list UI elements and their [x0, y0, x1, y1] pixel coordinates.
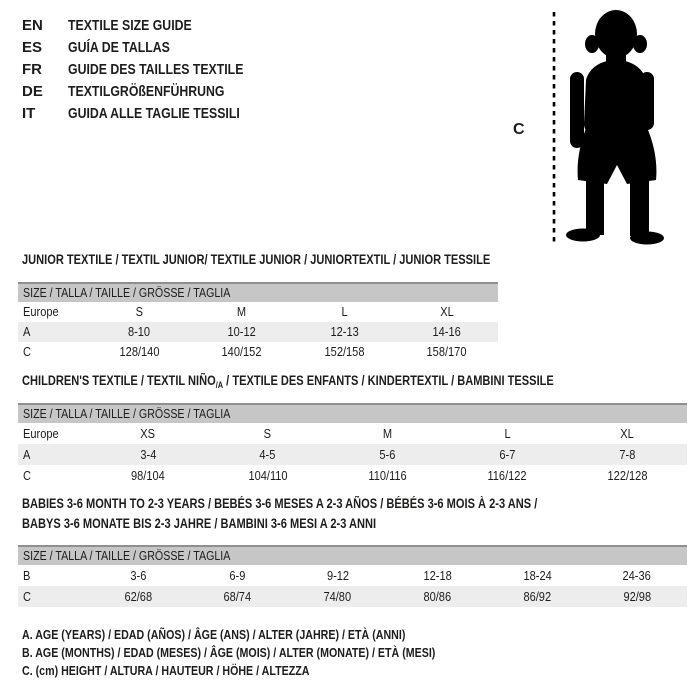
age-cell: 3-4 [139, 447, 156, 462]
footnote-c: C. (cm) HEIGHT / ALTURA / HAUTEUR / HÖHE / ALTEZZA [22, 663, 310, 678]
table-header-label: SIZE / TALLA / TAILLE / GRÖSSE / TAGLIA [23, 548, 231, 563]
height-cell: 86/92 [523, 589, 552, 604]
table-header-label: SIZE / TALLA / TAILLE / GRÖSSE / TAGLIA [23, 285, 231, 300]
babies-section-heading [22, 494, 650, 534]
height-cell: 98/104 [130, 468, 165, 483]
size-cell: XL [620, 426, 634, 441]
table-row-age [18, 322, 498, 342]
row-label: C [23, 468, 31, 483]
height-measure-label: C [513, 121, 525, 138]
toddler-silhouette-icon [505, 6, 697, 252]
age-cell: 4-5 [259, 447, 276, 462]
language-title: GUÍA DE TALLAS [68, 39, 170, 56]
language-row-it [22, 103, 282, 125]
height-cell: 158/170 [426, 344, 467, 359]
table-row-height [18, 342, 498, 362]
age-cell: 5-6 [379, 447, 396, 462]
junior-heading-text: JUNIOR TEXTILE / TEXTIL JUNIOR/ TEXTILE JUNIOR / JUNIORTEXTIL / JUNIOR TESSILE [22, 252, 491, 267]
language-code: FR [22, 61, 42, 78]
language-title: TEXTILE SIZE GUIDE [68, 17, 192, 34]
size-cell: XL [439, 304, 454, 319]
months-cell: 12-18 [423, 568, 452, 583]
size-cell: M [382, 426, 393, 441]
table-row-europe [18, 423, 687, 444]
age-cell: 6-7 [499, 447, 516, 462]
table-row-age [18, 444, 687, 465]
babies-heading-line1: BABIES 3-6 MONTH TO 2-3 YEARS / BEBÉS 3-6 MESES A 2-3 AÑOS / BÉBÉS 3-6 MOIS À 2-3 ANS / [22, 496, 538, 511]
language-list [22, 15, 282, 125]
row-label: A [23, 324, 31, 339]
table-row-europe [18, 302, 498, 322]
height-cell: 110/116 [368, 468, 407, 483]
months-cell: 9-12 [326, 568, 349, 583]
children-heading-text: CHILDREN'S TEXTILE / TEXTIL $NIÑO_{/A}$ / TEXTILE DES ENFANTS / KINDERTEXTIL / BAMBINI TESSILE [22, 373, 554, 390]
months-cell: 24-36 [622, 568, 652, 583]
height-cell: 116/122 [487, 468, 527, 483]
age-cell: 8-10 [128, 324, 151, 339]
row-label: B [23, 568, 31, 583]
height-cell: 128/140 [119, 344, 160, 359]
footnote-b: B. AGE (MONTHS) / EDAD (MESES) / ÂGE (MOIS) / ALTER (MONATE) / ETÀ (MESI) [22, 645, 436, 660]
language-title: GUIDE DES TAILLES TEXTILE [68, 61, 244, 78]
children-size-table [18, 403, 687, 486]
babies-size-table [18, 545, 687, 607]
table-row-months [18, 565, 687, 586]
row-label: C [23, 589, 31, 604]
height-cell: 68/74 [223, 589, 252, 604]
language-title: GUIDA ALLE TAGLIE TESSILI [68, 105, 240, 122]
table-header-row [18, 282, 498, 302]
height-cell: 74/80 [323, 589, 352, 604]
table-header-row [18, 545, 687, 565]
height-cell: 104/110 [248, 468, 288, 483]
height-cell: 122/128 [607, 468, 648, 483]
age-cell: 14-16 [432, 324, 461, 339]
size-cell: L [341, 304, 348, 319]
size-cell: M [237, 304, 247, 319]
height-measure-figure [505, 6, 697, 252]
table-row-height [18, 465, 687, 486]
size-cell: L [504, 426, 511, 441]
table-header-label: SIZE / TALLA / TAILLE / GRÖSSE / TAGLIA [23, 406, 231, 421]
nino-a-subscript: /A [215, 380, 224, 390]
language-row-fr [22, 59, 282, 81]
months-cell: 6-9 [229, 568, 246, 583]
table-header-row [18, 403, 687, 423]
height-cell: 92/98 [623, 589, 651, 604]
language-code: IT [22, 105, 36, 122]
row-label: A [23, 447, 31, 462]
age-cell: 12-13 [330, 324, 359, 339]
months-cell: 18-24 [523, 568, 552, 583]
language-code: DE [22, 83, 43, 100]
language-code: EN [22, 17, 43, 34]
footnotes [22, 626, 526, 680]
age-cell: 10-12 [227, 324, 256, 339]
babies-heading-line2: BABYS 3-6 MONATE BIS 2-3 JAHRE / BAMBINI 3-6 MESI A 2-3 ANNI [22, 516, 377, 531]
language-row-de [22, 81, 282, 103]
height-cell: 80/86 [423, 589, 452, 604]
height-cell: 62/68 [124, 589, 152, 604]
junior-size-table [18, 282, 498, 362]
table-row-height [18, 586, 687, 607]
row-label: Europe [23, 304, 59, 319]
row-label: Europe [23, 426, 59, 441]
footnote-a: A. AGE (YEARS) / EDAD (AÑOS) / ÂGE (ANS) / ALTER (JAHRE) / ETÀ (ANNI) [22, 627, 406, 642]
junior-section-heading [22, 250, 593, 270]
age-cell: 7-8 [619, 447, 636, 462]
months-cell: 3-6 [129, 568, 146, 583]
row-label: C [23, 344, 31, 359]
size-cell: S [135, 304, 143, 319]
height-cell: 140/152 [221, 344, 262, 359]
language-title: TEXTILGRÖßENFÜHRUNG [68, 83, 225, 100]
language-code: ES [22, 39, 43, 56]
size-cell: S [264, 426, 272, 441]
height-cell: 152/158 [324, 344, 365, 359]
size-cell: XS [140, 426, 156, 441]
language-row-es [22, 37, 282, 59]
language-row-en [22, 15, 282, 37]
children-section-heading [22, 371, 671, 395]
